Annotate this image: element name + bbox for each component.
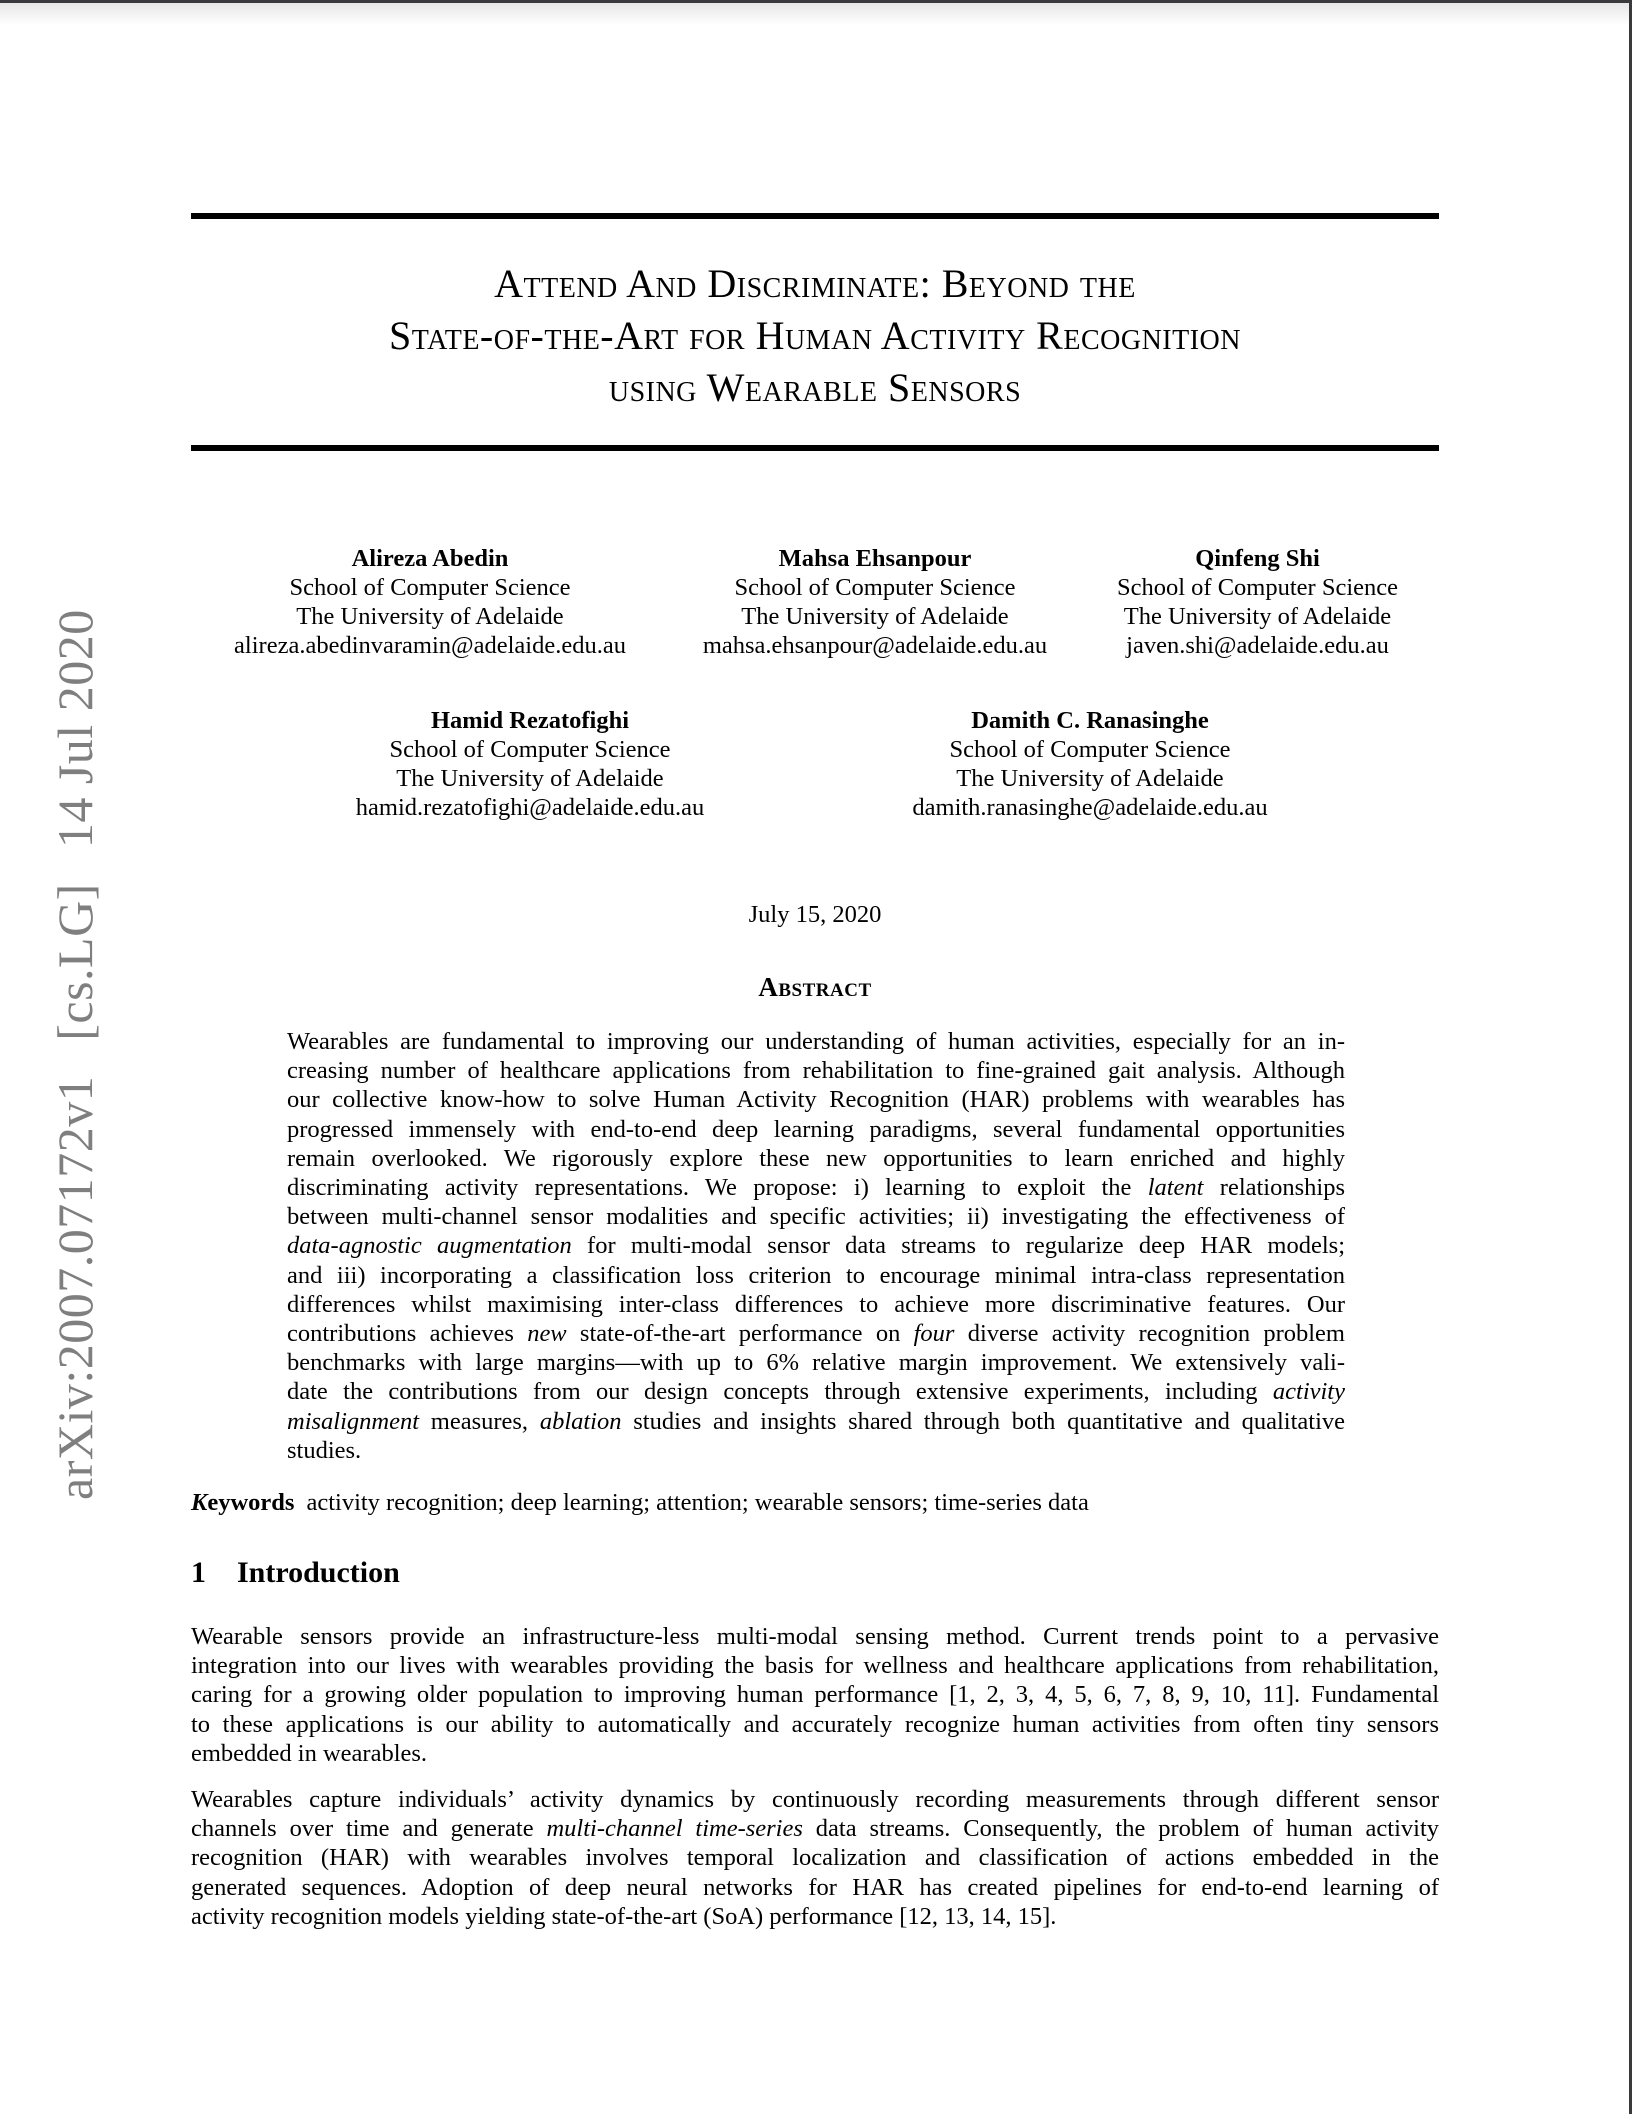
text-segment: our collective know-how to solve Human Activity Recognition (HAR) problems with wearables has — [287, 1086, 1345, 1114]
text-line — [287, 1056, 1345, 1085]
text-segment: measures, — [419, 1407, 540, 1435]
title-line: State-of-the-Art for Human Activity Recognition — [389, 313, 1241, 358]
arxiv-id: arXiv:2007.07172v1 — [47, 1075, 103, 1500]
text-segment: activity recognition models yielding state-of-the-art (SoA) performance [12, 13, 14, 15]. — [191, 1902, 1057, 1930]
title-line: using Wearable Sensors — [608, 365, 1022, 410]
text-line — [191, 1785, 1439, 1814]
paper-title — [191, 258, 1439, 414]
text-segment: differences whilst maximising inter-class differences to achieve more discriminative features. Our — [287, 1290, 1345, 1318]
emphasis-text: ablation — [539, 1407, 622, 1435]
author-school: School of Computer Science — [734, 574, 1016, 601]
author-name: Hamid Rezatofighi — [430, 707, 630, 734]
text-line — [191, 1622, 1439, 1651]
abstract-body — [287, 1027, 1345, 1465]
keywords-text: activity recognition; deep learning; attention; wearable sensors; time-series data — [306, 1489, 1089, 1516]
text-line — [287, 1085, 1345, 1114]
section-number: 1 — [191, 1556, 206, 1589]
text-line — [287, 1115, 1345, 1144]
text-line — [191, 1680, 1439, 1709]
text-segment: between multi-channel sensor modalities and specific activities; ii) investigating the effectiveness of — [287, 1203, 1345, 1231]
author-name: Alireza Abedin — [351, 545, 509, 572]
title-rule-top — [191, 213, 1439, 219]
text-segment: studies and insights shared through both quantitative and qualitative — [621, 1407, 1345, 1435]
emphasis-text: multi-channel time-series — [546, 1815, 803, 1843]
title-rule-bottom — [191, 445, 1439, 451]
author-university: The University of Adelaide — [396, 765, 664, 792]
text-segment: Wearable sensors provide an infrastructure-less multi-modal sensing method. Current trends point to a pervasive — [191, 1623, 1439, 1650]
text-line — [287, 1202, 1345, 1231]
author-block — [340, 706, 720, 822]
text-segment: state-of-the-art performance on — [566, 1320, 914, 1348]
emphasis-text: activity — [1272, 1378, 1345, 1406]
author-block — [220, 544, 640, 660]
text-segment: channels over time and generate — [191, 1815, 547, 1843]
text-segment: data streams. Consequently, the problem of human activity — [802, 1815, 1440, 1843]
section-heading-introduction — [191, 1556, 400, 1590]
author-school: School of Computer Science — [1116, 574, 1398, 601]
author-school: School of Computer Science — [289, 574, 571, 601]
text-line — [287, 1027, 1345, 1056]
author-email[interactable]: hamid.rezatofighi@adelaide.edu.au — [355, 794, 705, 821]
text-segment: creasing number of healthcare applications from rehabilitation to fine-grained gait analysis. Although — [287, 1057, 1345, 1085]
text-line — [191, 1814, 1439, 1843]
emphasis-text: new — [527, 1320, 567, 1348]
text-segment: for multi-modal sensor data streams to regularize deep HAR models; — [571, 1232, 1346, 1260]
text-segment: diverse activity recognition problem — [954, 1320, 1345, 1348]
author-block — [880, 706, 1300, 822]
viewer-top-shadow — [0, 3, 1632, 25]
text-line — [287, 1144, 1345, 1173]
text-line — [287, 1173, 1345, 1202]
arxiv-date: 14 Jul 2020 — [47, 609, 103, 849]
text-segment: caring for a growing older population to improving human performance [1, 2, 3, 4, 5, 6, 7, 8, 9, 10, 11]. Fundamental — [191, 1681, 1439, 1709]
text-segment: discriminating activity representations. We propose: i) learning to exploit the — [287, 1174, 1148, 1202]
emphasis-text: misalignment — [287, 1407, 420, 1435]
text-line — [287, 1231, 1345, 1260]
text-line — [191, 1739, 1439, 1768]
text-segment: recognition (HAR) with wearables involves temporal localization and classification of actions embedded in the — [191, 1844, 1439, 1872]
intro-paragraph-1 — [191, 1622, 1439, 1768]
text-line — [287, 1319, 1345, 1348]
text-segment: to these applications is our ability to automatically and accurately recognize human activities from often tiny sensors — [191, 1710, 1439, 1738]
emphasis-text: data-agnostic augmentation — [287, 1232, 572, 1260]
text-line — [191, 1843, 1439, 1872]
text-line — [287, 1436, 1345, 1465]
text-line — [287, 1261, 1345, 1290]
text-line — [287, 1377, 1345, 1406]
text-line — [191, 1710, 1439, 1739]
text-line — [287, 1348, 1345, 1377]
author-name: Mahsa Ehsanpour — [778, 545, 972, 572]
emphasis-text: latent — [1147, 1174, 1204, 1202]
author-name: Qinfeng Shi — [1195, 545, 1320, 572]
author-school: School of Computer Science — [949, 736, 1231, 763]
author-university: The University of Adelaide — [956, 765, 1224, 792]
text-segment: progressed immensely with end-to-end deep learning paradigms, several fundamental opportunities — [287, 1115, 1345, 1143]
author-email[interactable]: alireza.abedinvaramin@adelaide.edu.au — [234, 632, 626, 659]
text-line — [287, 1407, 1345, 1436]
text-segment: Wearables capture individuals’ activity dynamics by continuously recording measurements through different sensor — [191, 1786, 1439, 1813]
keywords-label: Keywords — [191, 1489, 295, 1516]
author-block — [675, 544, 1075, 660]
text-segment: integration into our lives with wearables providing the basis for wellness and healthcare applications from rehabilitation, — [191, 1652, 1439, 1680]
text-line — [191, 1873, 1439, 1902]
text-line — [191, 1651, 1439, 1680]
author-email[interactable]: damith.ranasinghe@adelaide.edu.au — [912, 794, 1268, 821]
text-segment: Wearables are fundamental to improving our understanding of human activities, especially for an in- — [287, 1028, 1345, 1055]
keywords — [191, 1488, 1089, 1518]
text-segment: studies. — [287, 1436, 362, 1464]
text-segment: date the contributions from our design concepts through extensive experiments, including — [287, 1378, 1273, 1406]
text-segment: contributions achieves — [287, 1320, 528, 1348]
section-title: Introduction — [237, 1556, 400, 1589]
paper-date: July 15, 2020 — [748, 901, 882, 928]
text-segment: remain overlooked. We rigorously explore these new opportunities to learn enriched and highly — [287, 1144, 1345, 1172]
author-name: Damith C. Ranasinghe — [971, 707, 1209, 734]
author-university: The University of Adelaide — [296, 603, 564, 630]
arxiv-category: [cs.LG] — [47, 883, 103, 1041]
text-segment: relationships — [1203, 1174, 1345, 1202]
author-university: The University of Adelaide — [741, 603, 1009, 630]
intro-paragraph-2 — [191, 1785, 1439, 1931]
emphasis-text: four — [913, 1320, 955, 1348]
author-email[interactable]: javen.shi@adelaide.edu.au — [1126, 632, 1389, 659]
text-segment: benchmarks with large margins—with up to 6% relative margin improvement. We extensively vali- — [287, 1349, 1345, 1377]
text-segment: embedded in wearables. — [191, 1739, 428, 1767]
text-line — [287, 1290, 1345, 1319]
text-segment: and iii) incorporating a classification loss criterion to encourage minimal intra-class representation — [287, 1261, 1345, 1289]
author-university: The University of Adelaide — [1123, 603, 1392, 630]
text-line — [191, 1902, 1439, 1931]
author-email[interactable]: mahsa.ehsanpour@adelaide.edu.au — [702, 632, 1048, 659]
title-line: Attend And Discriminate: Beyond the — [494, 261, 1136, 306]
arxiv-stamp — [45, 580, 105, 1500]
text-segment: generated sequences. Adoption of deep neural networks for HAR has created pipelines for end-to-end learning of — [191, 1873, 1439, 1901]
author-block — [1100, 544, 1415, 660]
author-school: School of Computer Science — [389, 736, 671, 763]
abstract-heading: Abstract — [758, 972, 872, 1002]
